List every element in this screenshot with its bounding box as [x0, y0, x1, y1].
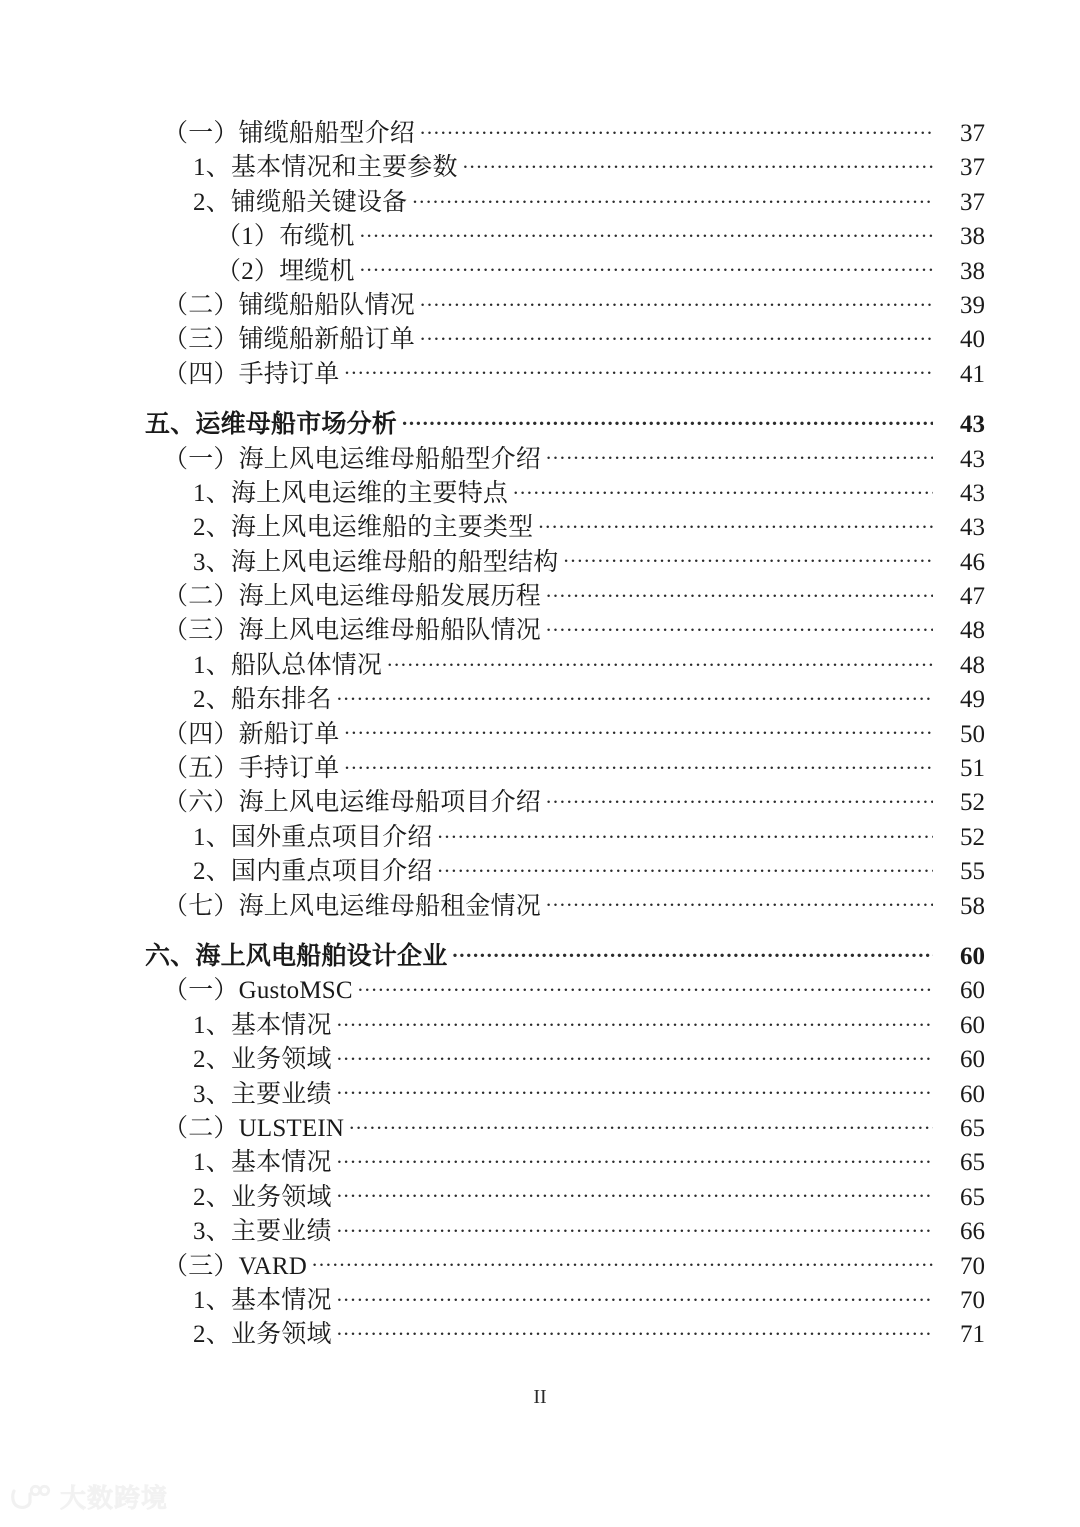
toc-entry-page-number: 52	[960, 823, 985, 851]
toc-dot-leader	[337, 682, 933, 707]
toc-entry[interactable]	[0, 542, 1080, 576]
toc-dot-leader	[337, 1317, 933, 1342]
toc-entry[interactable]	[0, 147, 1080, 181]
toc-dot-leader	[349, 1111, 933, 1136]
toc-dot-leader	[337, 1077, 933, 1102]
toc-entry[interactable]	[0, 216, 1080, 250]
toc-entry[interactable]	[0, 817, 1080, 851]
toc-entry-label: 3、主要业绩	[193, 1218, 332, 1246]
toc-entry-page-number: 43	[960, 514, 985, 542]
toc-entry-page-number: 60	[960, 1080, 985, 1108]
toc-dot-leader	[337, 1180, 933, 1205]
toc-entry-page-number: 40	[960, 326, 985, 354]
toc-entry[interactable]	[0, 1142, 1080, 1176]
toc-entry[interactable]	[0, 714, 1080, 748]
toc-entry[interactable]	[0, 113, 1080, 147]
toc-entry-label: 3、海上风电运维母船的船型结构	[193, 548, 559, 576]
toc-dot-leader	[358, 973, 933, 998]
toc-dot-leader	[546, 613, 933, 638]
toc-entry-page-number: 71	[960, 1321, 985, 1349]
toc-dot-leader	[402, 407, 933, 432]
toc-entry-page-number: 70	[960, 1286, 985, 1314]
toc-entry-page-number: 60	[960, 1011, 985, 1039]
toc-entry-label: （六）海上风电运维母船项目介绍	[163, 789, 542, 817]
toc-entry-label: 六、海上风电船舶设计企业	[145, 942, 448, 970]
toc-dot-leader	[344, 357, 933, 382]
toc-entry-page-number: 41	[960, 360, 985, 388]
table-of-contents	[0, 113, 1080, 1349]
toc-dot-leader	[546, 889, 933, 914]
toc-dot-leader	[420, 322, 933, 347]
toc-entry-page-number: 48	[960, 617, 985, 645]
toc-dot-leader	[344, 717, 933, 742]
toc-entry[interactable]	[0, 354, 1080, 388]
toc-dot-leader	[564, 545, 933, 570]
daoshu-kuajing-logo-icon	[10, 1482, 52, 1512]
toc-entry[interactable]	[0, 319, 1080, 353]
toc-entry-page-number: 43	[960, 479, 985, 507]
watermark	[10, 1478, 168, 1515]
toc-entry[interactable]	[0, 610, 1080, 644]
toc-dot-leader	[337, 1145, 933, 1170]
toc-dot-leader	[360, 254, 933, 279]
toc-entry-label: （三）VARD	[163, 1252, 308, 1280]
toc-entry[interactable]	[0, 1246, 1080, 1280]
toc-entry-label: 2、国内重点项目介绍	[193, 858, 433, 886]
toc-entry-label: （三）铺缆船新船订单	[163, 326, 416, 354]
toc-dot-leader	[337, 1008, 933, 1033]
toc-entry-page-number: 38	[960, 223, 985, 251]
toc-entry-label: （二）ULSTEIN	[163, 1114, 345, 1142]
toc-entry[interactable]	[0, 404, 1080, 438]
toc-dot-leader	[463, 150, 933, 175]
toc-entry-page-number: 39	[960, 291, 985, 319]
toc-entry-page-number: 37	[960, 154, 985, 182]
toc-dot-leader	[337, 1283, 933, 1308]
toc-entry-label: （1）布缆机	[216, 223, 355, 251]
toc-entry-label: 2、海上风电运维船的主要类型	[193, 514, 534, 542]
toc-dot-leader	[420, 288, 933, 313]
toc-entry-label: 2、业务领域	[193, 1183, 332, 1211]
toc-entry-label: 1、基本情况	[193, 1011, 332, 1039]
toc-entry-page-number: 47	[960, 583, 985, 611]
toc-entry-page-number: 37	[960, 120, 985, 147]
toc-entry[interactable]	[0, 679, 1080, 713]
toc-entry-label: 五、运维母船市场分析	[145, 411, 398, 439]
toc-entry[interactable]	[0, 886, 1080, 920]
watermark-text: 大数跨境	[60, 1483, 169, 1513]
toc-entry-label: 1、船队总体情况	[193, 651, 383, 679]
toc-dot-leader	[546, 785, 933, 810]
toc-entry-page-number: 66	[960, 1218, 985, 1246]
toc-dot-leader	[546, 442, 933, 467]
toc-entry-page-number: 70	[960, 1252, 985, 1280]
toc-dot-leader	[337, 1042, 933, 1067]
toc-entry[interactable]	[0, 1280, 1080, 1314]
toc-entry[interactable]	[0, 439, 1080, 473]
toc-entry-page-number: 65	[960, 1114, 985, 1142]
toc-entry-page-number: 43	[960, 445, 985, 473]
toc-entry[interactable]	[0, 1177, 1080, 1211]
toc-entry-label: （2）埋缆机	[216, 257, 355, 285]
toc-entry-label: 1、基本情况	[193, 1149, 332, 1177]
toc-dot-leader	[360, 219, 933, 244]
toc-entry-page-number: 51	[960, 755, 985, 783]
toc-dot-leader	[420, 116, 933, 141]
toc-entry[interactable]	[0, 182, 1080, 216]
toc-dot-leader	[546, 579, 933, 604]
toc-entry[interactable]	[0, 851, 1080, 885]
toc-entry-page-number: 43	[960, 411, 985, 439]
toc-entry[interactable]	[0, 1074, 1080, 1108]
toc-entry-page-number: 60	[960, 942, 985, 970]
toc-entry-page-number: 46	[960, 548, 985, 576]
toc-entry-label: （三）海上风电运维母船船队情况	[163, 617, 542, 645]
toc-entry[interactable]	[0, 576, 1080, 610]
toc-entry-page-number: 38	[960, 257, 985, 285]
toc-entry-page-number: 37	[960, 188, 985, 216]
toc-entry[interactable]	[0, 473, 1080, 507]
toc-entry-label: （一）海上风电运维母船船型介绍	[163, 445, 542, 473]
toc-entry[interactable]	[0, 1314, 1080, 1348]
toc-entry-page-number: 50	[960, 720, 985, 748]
toc-entry-label: 1、国外重点项目介绍	[193, 823, 433, 851]
toc-entry-label: 2、业务领域	[193, 1321, 332, 1349]
toc-dot-leader	[312, 1249, 933, 1274]
toc-dot-leader	[412, 185, 933, 210]
toc-dot-leader	[513, 476, 933, 501]
toc-entry[interactable]	[0, 507, 1080, 541]
toc-entry[interactable]	[0, 936, 1080, 970]
toc-entry[interactable]	[0, 782, 1080, 816]
toc-entry-label: 1、海上风电运维的主要特点	[193, 479, 509, 507]
page-number: II	[533, 1386, 547, 1408]
toc-dot-leader	[438, 854, 933, 879]
toc-entry[interactable]	[0, 285, 1080, 319]
toc-entry-label: （二）铺缆船船队情况	[163, 291, 416, 319]
toc-entry-label: （一）铺缆船船型介绍	[163, 120, 416, 147]
toc-entry-page-number: 65	[960, 1183, 985, 1211]
toc-entry-label: （七）海上风电运维母船租金情况	[163, 892, 542, 920]
toc-entry-label: 1、基本情况	[193, 1286, 332, 1314]
toc-entry[interactable]	[0, 1005, 1080, 1039]
toc-entry-page-number: 58	[960, 892, 985, 920]
toc-entry[interactable]	[0, 251, 1080, 285]
toc-entry-label: （四）新船订单	[163, 720, 340, 748]
toc-entry-page-number: 49	[960, 686, 985, 714]
toc-entry-label: （二）海上风电运维母船发展历程	[163, 583, 542, 611]
toc-entry-page-number: 48	[960, 651, 985, 679]
toc-entry-label: （一）GustoMSC	[163, 977, 353, 1005]
toc-dot-leader	[438, 820, 933, 845]
toc-entry-label: 1、基本情况和主要参数	[193, 154, 458, 182]
toc-entry-page-number: 65	[960, 1149, 985, 1177]
toc-entry-label: 2、铺缆船关键设备	[193, 188, 408, 216]
toc-entry[interactable]	[0, 748, 1080, 782]
toc-dot-leader	[538, 510, 933, 535]
toc-entry[interactable]	[0, 1108, 1080, 1142]
toc-entry-page-number: 55	[960, 858, 985, 886]
toc-entry[interactable]	[0, 1211, 1080, 1245]
toc-entry-page-number: 52	[960, 789, 985, 817]
toc-entry-label: 2、业务领域	[193, 1046, 332, 1074]
toc-dot-leader	[344, 751, 933, 776]
toc-dot-leader	[337, 1214, 933, 1239]
toc-entry[interactable]	[0, 1039, 1080, 1073]
toc-entry[interactable]	[0, 645, 1080, 679]
toc-entry-label: 2、船东排名	[193, 686, 332, 714]
toc-entry[interactable]	[0, 970, 1080, 1004]
toc-entry-label: 3、主要业绩	[193, 1080, 332, 1108]
toc-entry-label: （五）手持订单	[163, 755, 340, 783]
toc-entry-label: （四）手持订单	[163, 360, 340, 388]
toc-dot-leader	[387, 648, 933, 673]
toc-entry-page-number: 60	[960, 977, 985, 1005]
toc-dot-leader	[452, 939, 933, 964]
toc-entry-page-number: 60	[960, 1046, 985, 1074]
